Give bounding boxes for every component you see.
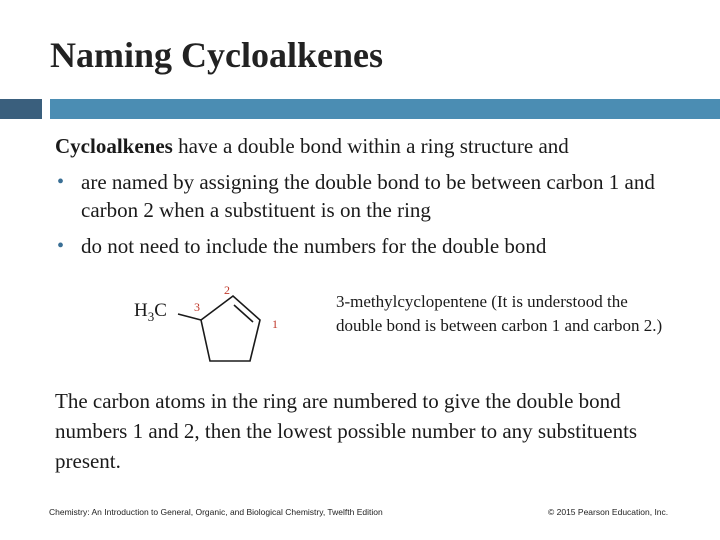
intro-rest: have a double bond within a ring structure and (172, 134, 569, 158)
slide-title: Naming Cycloalkenes (50, 35, 383, 75)
intro-line (55, 132, 569, 160)
footer-copyright: © 2015 Pearson Education, Inc. (548, 507, 669, 517)
bullet-item (55, 232, 675, 260)
footer-book-title: Chemistry: An Introduction to General, Organic, and Biological Chemistry, Twelfth Edition (49, 507, 383, 517)
structure-caption: 3-methylcyclopentene (It is understood the double bond is between carbon 1 and carbon 2.) (336, 292, 663, 335)
bullet-marker: • (57, 235, 65, 257)
title-underline-bar-dark (0, 99, 42, 119)
bullet-list (55, 168, 675, 268)
ring-number-3: 3 (194, 300, 200, 314)
double-bond-inner-line (234, 305, 253, 322)
substituent-sub: 3 (147, 309, 155, 324)
numbering-paragraph: The carbon atoms in the ring are numbered to give the double bond numbers 1 and 2, then the lowest possible number to any substituents present. (55, 389, 638, 473)
bullet-text: are named by assigning the double bond to be between carbon 1 and carbon 2 when a substituent is on the ring (81, 170, 655, 222)
ring-number-2: 2 (224, 283, 230, 297)
cyclopentene-ring (201, 296, 260, 361)
methylcyclopentene-structure (128, 282, 288, 372)
title-underline-bar-light (50, 99, 720, 119)
bullet-text: do not need to include the numbers for the double bond (81, 234, 547, 258)
methyl-bond (178, 314, 201, 320)
substituent-c: C (154, 300, 167, 321)
ring-number-1: 1 (272, 317, 278, 331)
intro-bold-term: Cycloalkenes (55, 134, 173, 158)
bullet-item (55, 168, 675, 224)
substituent-h: H (134, 300, 148, 321)
bullet-marker: • (57, 171, 65, 193)
substituent-label (134, 300, 167, 324)
